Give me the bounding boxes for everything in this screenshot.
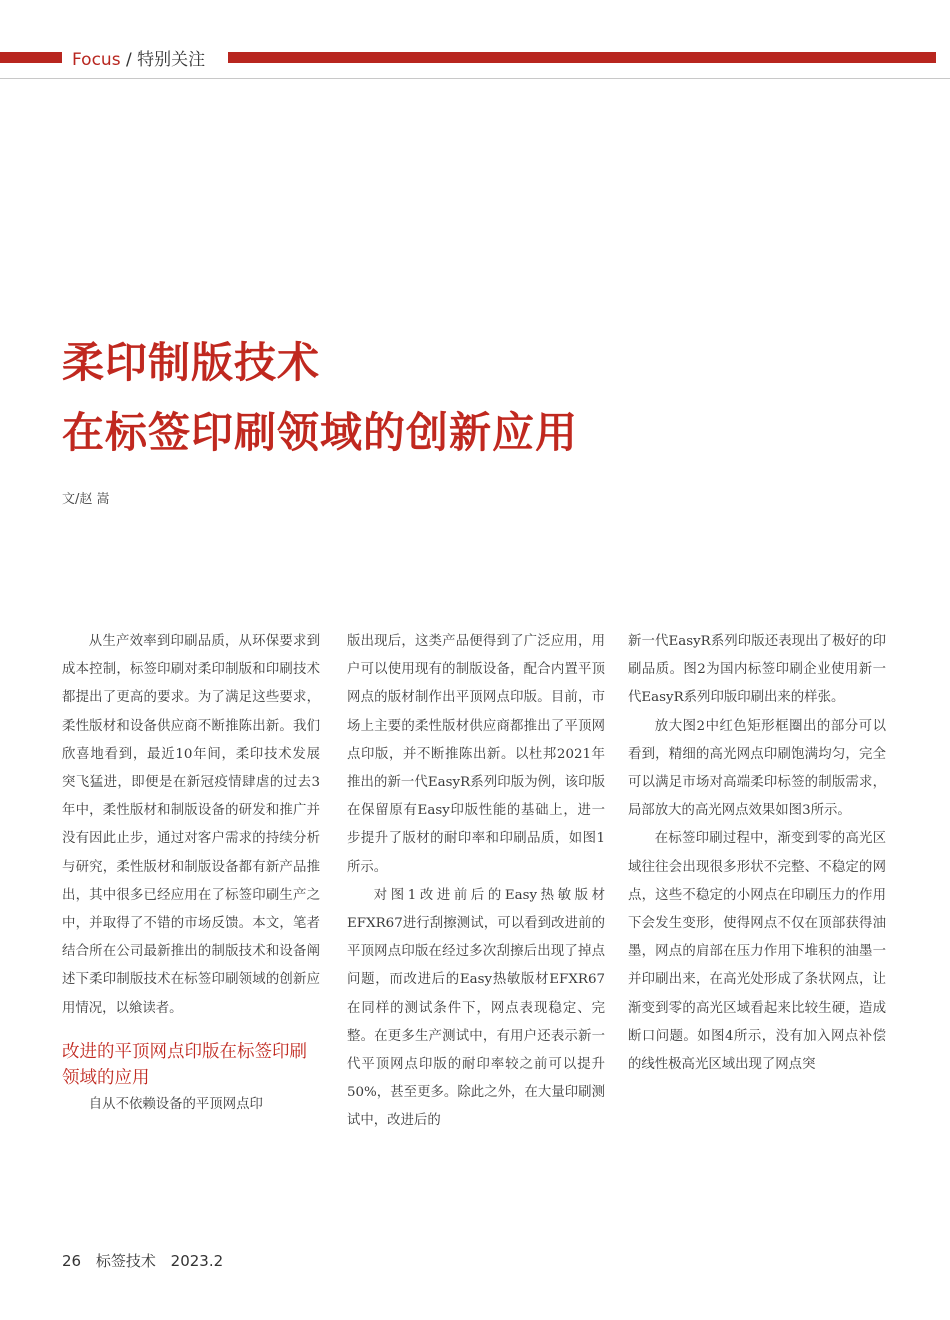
paragraph: 新一代EasyR系列印版还表现出了极好的印刷品质。图2为国内标签印刷企业使用新一代EasyR系列印版印刷出来的样张。: [628, 634, 886, 706]
text-column-1: [62, 628, 320, 1119]
running-header: [0, 44, 950, 70]
header-section-en: Focus: [72, 50, 121, 70]
header-separator: /: [125, 50, 132, 70]
header-bar-right: [228, 52, 936, 63]
header-section-cn: 特别关注: [137, 50, 206, 70]
page-number: 26: [62, 1252, 82, 1270]
article-title-line2: 在标签印刷领域的创新应用: [62, 408, 579, 457]
header-divider: [0, 78, 950, 79]
paragraph: 从生产效率到印刷品质，从环保要求到成本控制，标签印刷对柔印制版和印刷技术都提出了更高的要求。为了满足这些要求，柔性版材和设备供应商不断推陈出新。我们欣喜地看到，最近10年间，柔印技术发展突飞猛进，即便是在新冠疫情肆虐的过去3年中，柔性版材和制版设备的研发和推广并没有因此止步，通过对客户需求的持续分析与研究，柔性版材和制版设备都有新产品推出，其中很多已经应用在了标签印刷生产之中，并取得了不错的市场反馈。本文，笔者结合所在公司最新推出的制版技术和设备阐述下柔印制版技术在标签印刷领域的创新应用情况，以飨读者。: [62, 634, 320, 1016]
paragraph: 版出现后，这类产品便得到了广泛应用，用户可以使用现有的制版设备，配合内置平顶网点的版材制作出平顶网点印版。目前，市场上主要的柔性版材供应商都推出了平顶网点印版，并不断推陈出新。以杜邦2021年推出的新一代EasyR系列印版为例，该印版在保留原有Easy印版性能的基础上，进一步提升了版材的耐印率和印刷品质，如图1所示。: [347, 634, 605, 875]
text-column-3: [628, 628, 886, 1079]
page-footer: [62, 1250, 233, 1271]
article-title-line1: 柔印制版技术: [62, 338, 321, 387]
paragraph: 在标签印刷过程中，渐变到零的高光区域往往会出现很多形状不完整、不稳定的网点，这些不稳定的小网点在印刷压力的作用下会发生变形，使得网点不仅在顶部获得油墨，网点的肩部在压力作用下堆积的油墨一并印刷出来，在高光处形成了条状网点，让渐变到零的高光区域看起来比较生硬，造成断口问题。如图4所示，没有加入网点补偿的线性极高光区域出现了网点突: [628, 831, 886, 1073]
paragraph: 放大图2中红色矩形框圈出的部分可以看到，精细的高光网点印刷饱满均匀，完全可以满足市场对高端柔印标签的制版需求，局部放大的高光网点效果如图3所示。: [628, 718, 886, 819]
text-column-2: [347, 628, 605, 1136]
paragraph: 自从不依赖设备的平顶网点印: [88, 1096, 263, 1112]
header-section: [72, 45, 205, 70]
section-heading: 改进的平顶网点印版在标签印刷领域的应用: [62, 1041, 307, 1088]
header-bar-left: [0, 52, 62, 63]
paragraph: 对图1改进前后的Easy热敏版材EFXR67进行刮擦测试，可以看到改进前的平顶网点印版在经过多次刮擦后出现了掉点问题，而改进后的Easy热敏版材EFXR67在同样的测试条件下，网点表现稳定、完整。在更多生产测试中，有用户还表示新一代平顶网点印版的耐印率较之前可以提升50%，甚至更多。除此之外，在大量印刷测试中，改进后的: [347, 887, 605, 1129]
issue-number: 2023.2: [170, 1252, 224, 1270]
article-author: 文/赵 嵩: [62, 492, 110, 507]
journal-name: 标签技术: [95, 1252, 156, 1270]
